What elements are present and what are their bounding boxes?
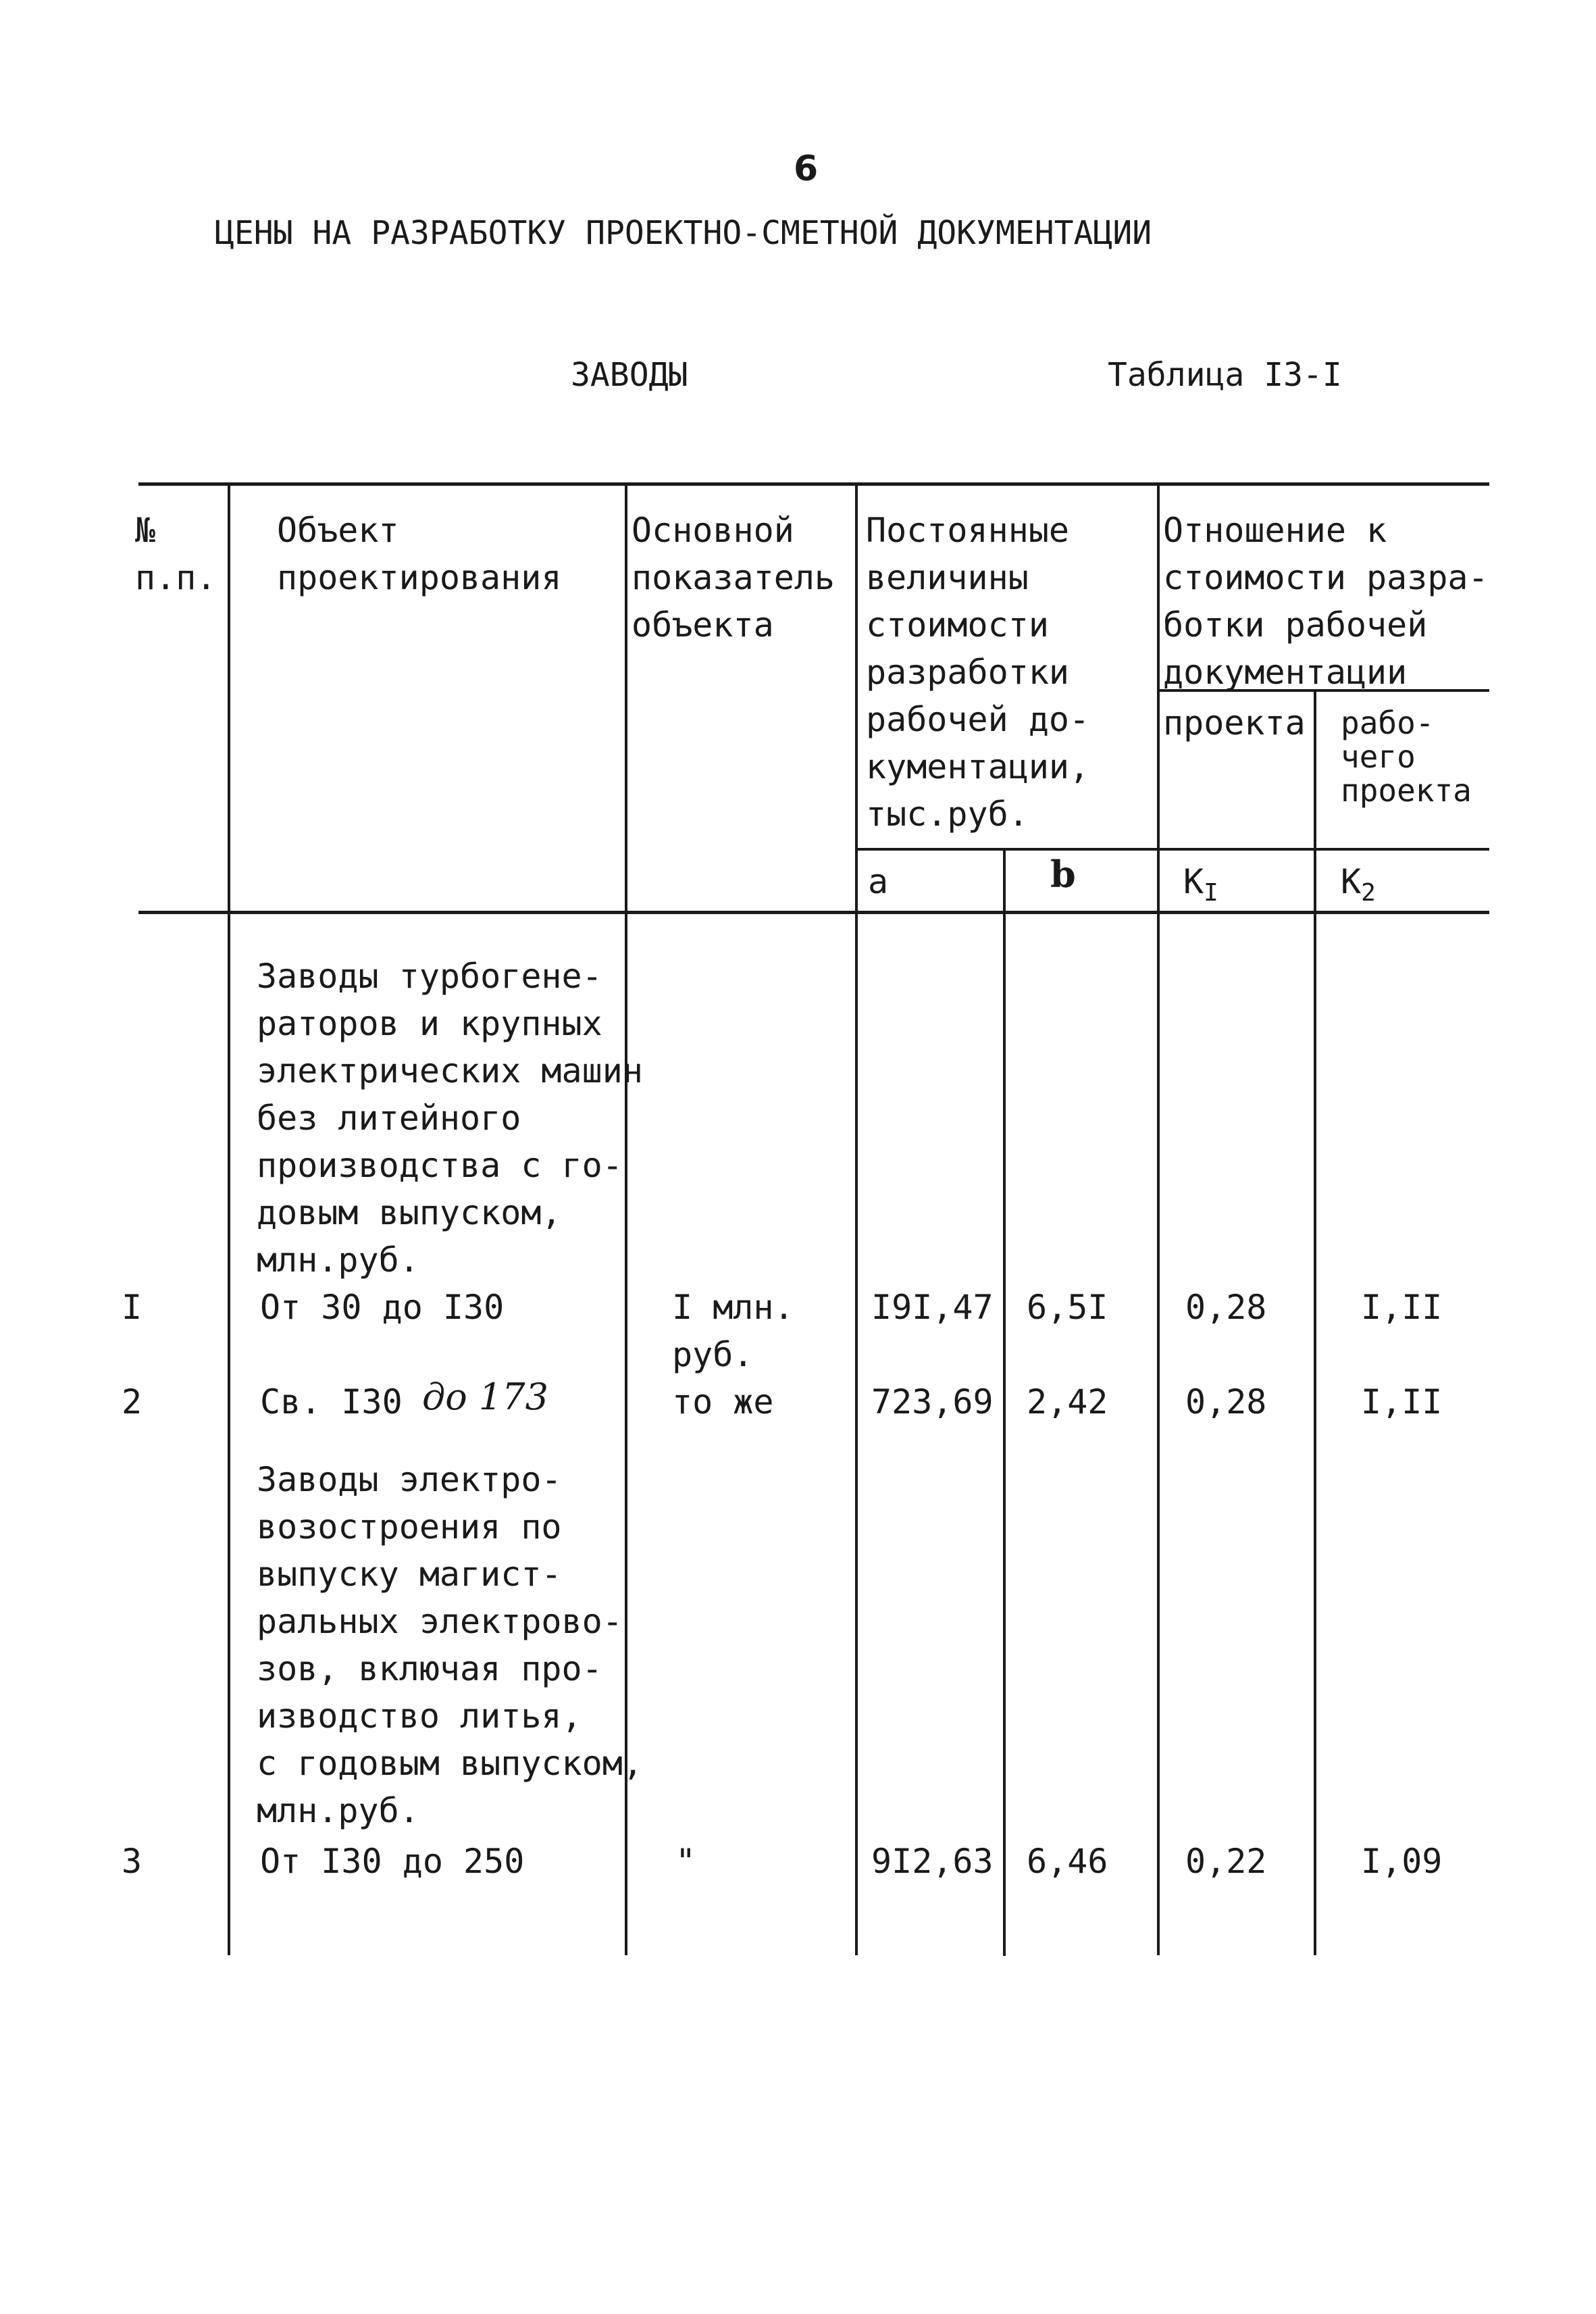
page-number: 6 [794,149,819,189]
header-constants: Постоянные величины стоимости разработки рабочей до- кументации, тыс.руб. [866,511,1090,834]
row-3-b: 6,46 [1027,1842,1108,1881]
row-1-k2: I,II [1361,1288,1443,1327]
header-indicator: Основной показатель объекта [632,511,835,645]
row-1-b: 6,5I [1027,1288,1108,1327]
row-1-num: I [122,1288,143,1327]
row-3-num: 3 [122,1842,143,1881]
row-3-object: От I30 до 250 [260,1842,525,1881]
row-2-object: Св. I30 [260,1382,403,1422]
header-col-k1: $K_I$ [1183,862,1218,907]
header-ratio-working: рабо- чего проекта [1341,705,1472,809]
row-1-a: I9I,47 [871,1288,994,1327]
row-1-k1: 0,28 [1185,1288,1267,1327]
table-label: Таблица I3-I [1108,356,1342,394]
row-3-k2: I,09 [1361,1842,1443,1881]
group-1-title: Заводы турбогене- раторов и крупных электрических машин без литейного производства с го- довым выпуском, млн.руб. [257,957,643,1280]
row-1-indicator: I млн. руб. [672,1288,794,1374]
header-num: № п.п. [135,511,217,597]
row-3-a: 9I2,63 [871,1842,994,1881]
group-2-title: Заводы электро- возостроения по выпуску магист- ральных электрово- зов, включая про- изводство литья, с годовым выпуском, млн.руб. [257,1460,643,1830]
header-object: Объект проектирования [277,511,562,597]
row-2-a: 723,69 [871,1382,994,1422]
header-ratio: Отношение к стоимости разра- ботки рабочей документации [1163,511,1489,692]
header-ratio-project: проекта [1163,703,1306,743]
header-col-a: а [868,862,889,901]
header-col-k2: $K_2$ [1341,862,1376,907]
row-2-k1: 0,28 [1185,1382,1267,1422]
row-3-k1: 0,22 [1185,1842,1267,1881]
row-1-object: От 30 до I30 [260,1288,505,1327]
page-title: ЦЕНЫ НА РАЗРАБОТКУ ПРОЕКТНО-СМЕТНОЙ ДОКУМЕНТАЦИИ [215,214,1152,252]
header-col-b: b [1050,853,1076,896]
row-2-k2: I,II [1361,1382,1443,1422]
row-2-b: 2,42 [1027,1382,1108,1422]
row-3-indicator: " [675,1842,696,1881]
section-title: ЗАВОДЫ [571,356,688,394]
row-2-num: 2 [122,1382,143,1422]
row-2-handwritten-note: до 173 [422,1376,548,1418]
row-2-indicator: то же [672,1382,774,1422]
